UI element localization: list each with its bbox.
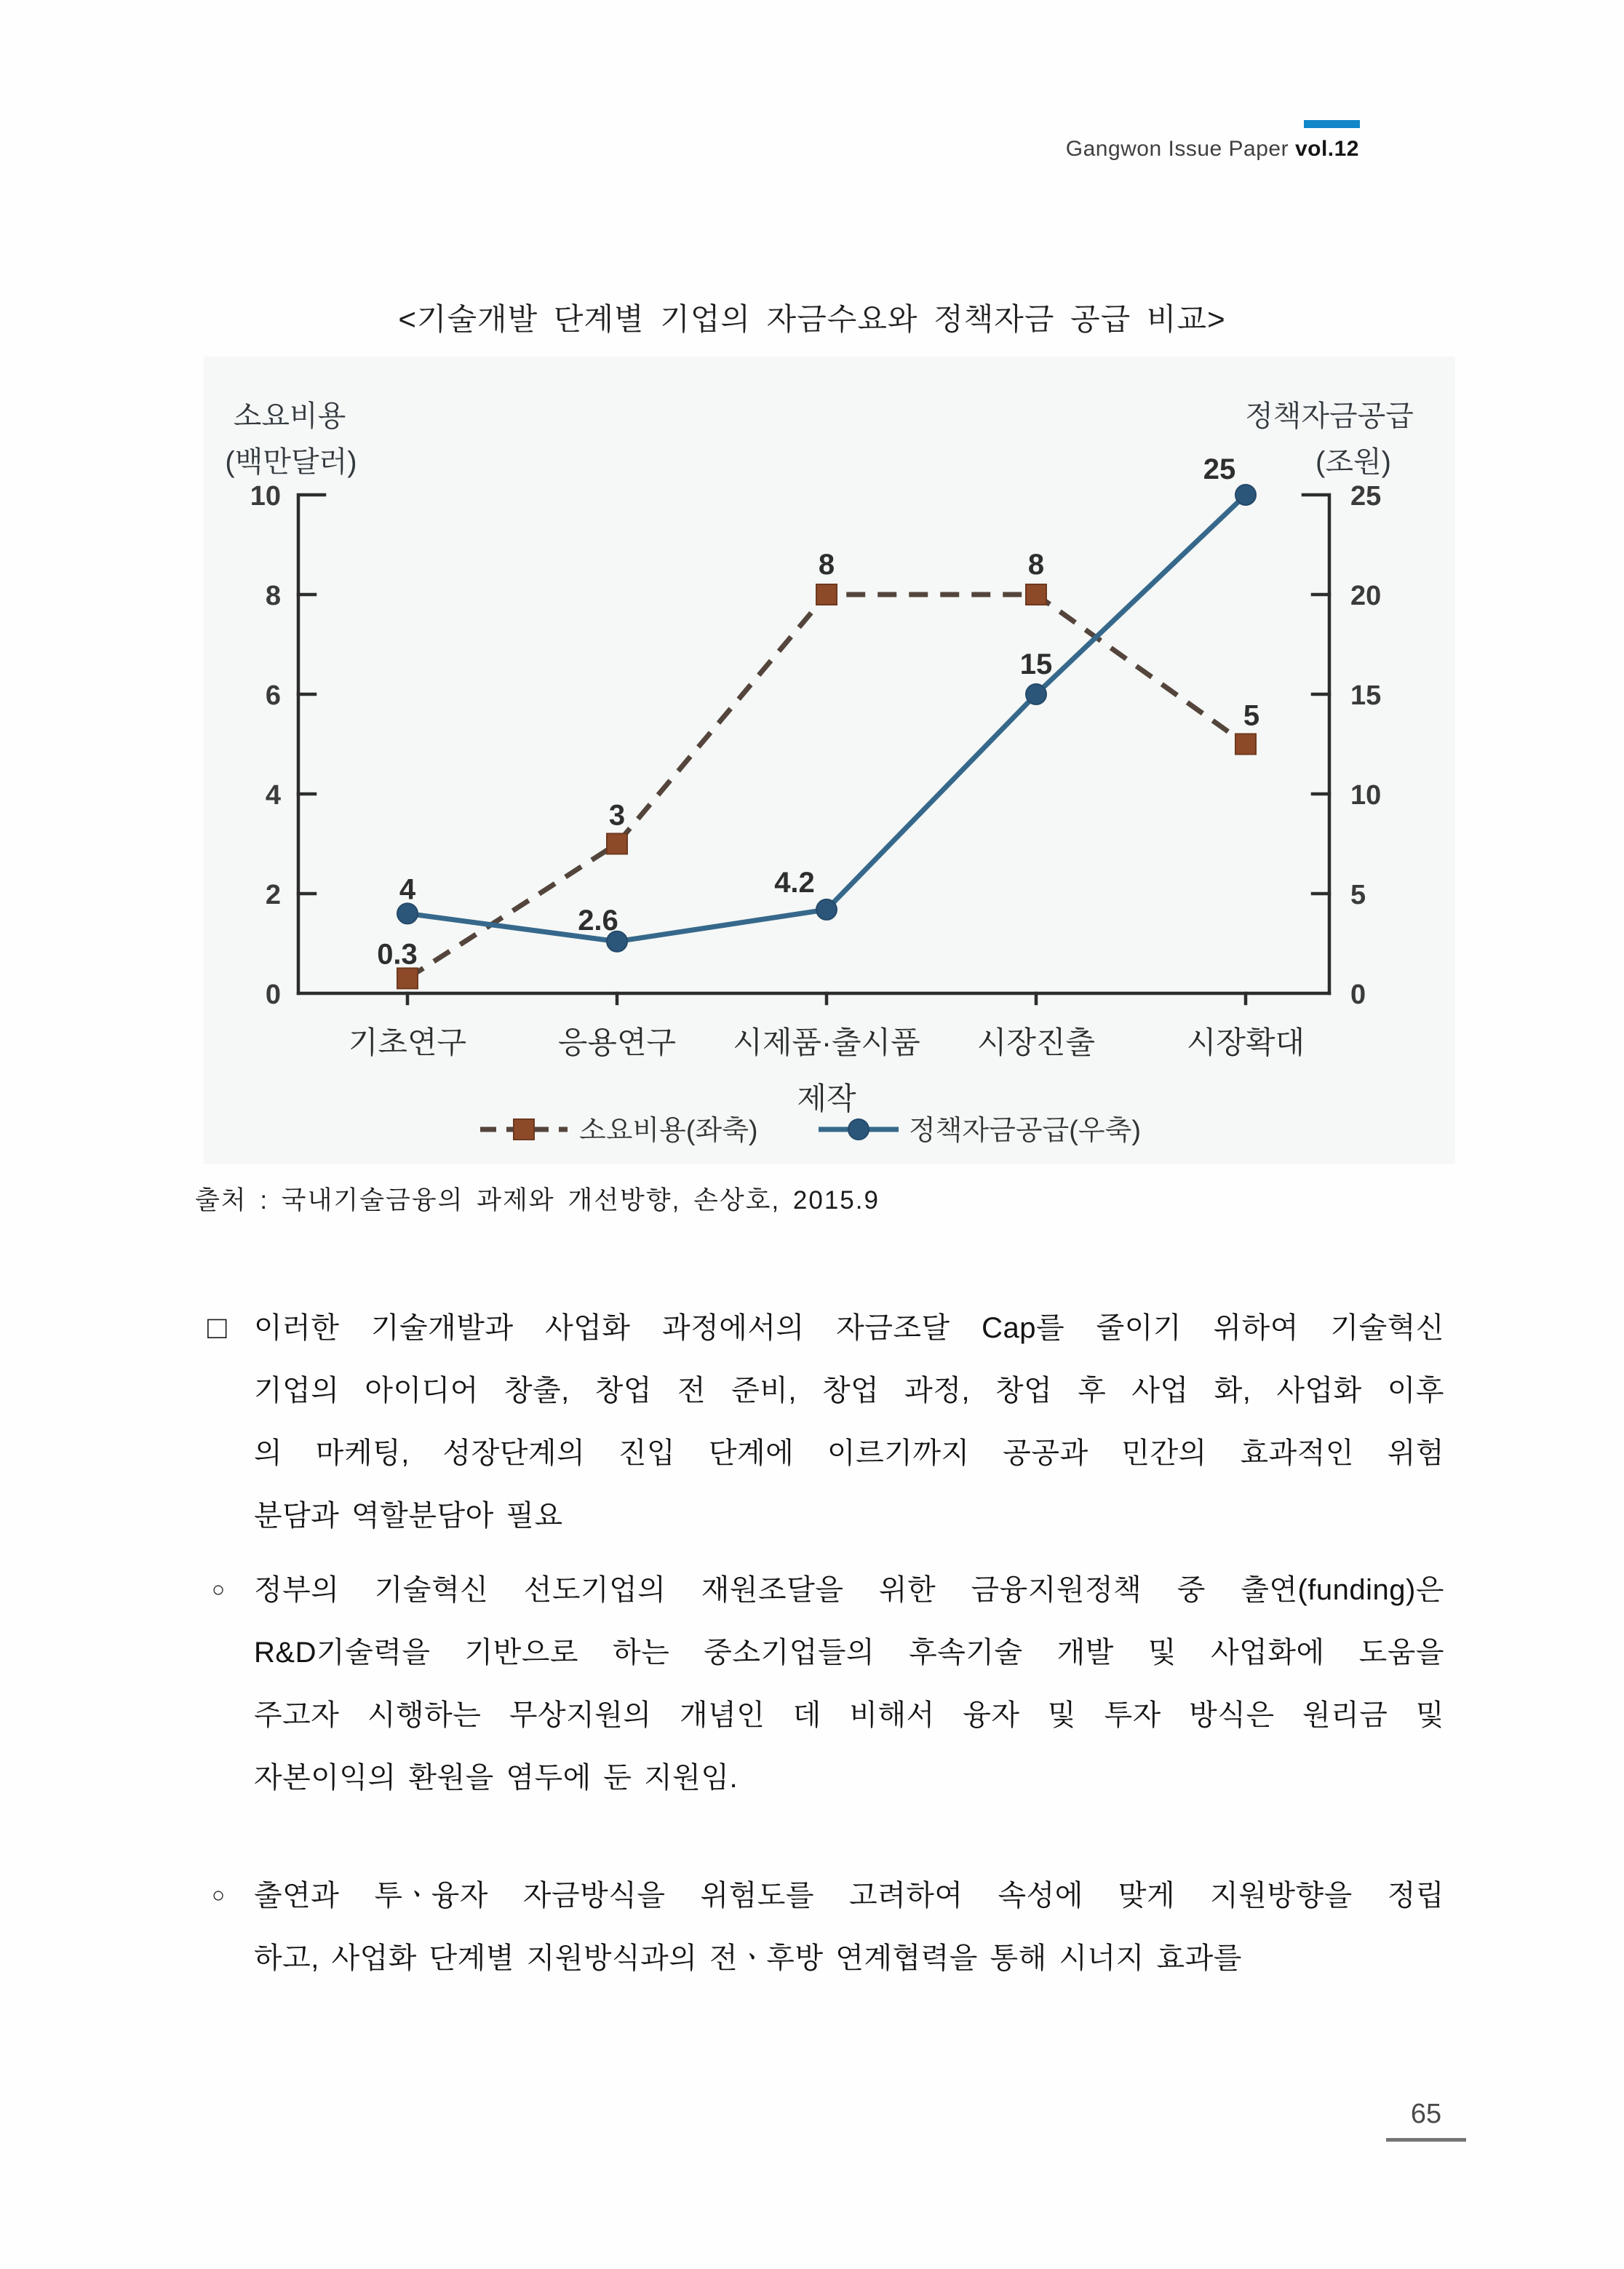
data-label: 3 xyxy=(608,799,626,832)
data-label: 8 xyxy=(818,549,835,581)
right-tick-label: 5 xyxy=(1350,880,1366,910)
left-tick-label: 0 xyxy=(265,979,281,1010)
figure-source: 출처 : 국내기술금융의 과제와 개선방향, 손상호, 2015.9 xyxy=(195,1186,880,1215)
dual-axis-line-chart xyxy=(204,357,1455,1164)
left-tick-label: 10 xyxy=(250,481,281,512)
data-label: 8 xyxy=(1027,549,1045,581)
paragraph-line: 출연과 투ㆍ융자 자금방식을 위험도를 고려하여 속성에 맞게 지원방향을 정립 xyxy=(254,1880,1444,1912)
header-volume: vol.12 xyxy=(1294,137,1359,161)
left-tick-label: 2 xyxy=(265,880,281,910)
paragraph xyxy=(207,1559,1444,1809)
chart xyxy=(204,357,1455,1164)
marker-square xyxy=(397,968,418,988)
data-label: 25 xyxy=(1203,453,1236,485)
x-tick-label: 시제품·출시품 xyxy=(733,1025,920,1060)
paragraph-line: 분담과 역할분담아 필요 xyxy=(254,1500,563,1532)
legend-label-supply: 정책자금공급(우축) xyxy=(909,1116,1141,1146)
body-text xyxy=(207,1297,1444,2001)
marker-square xyxy=(1235,734,1256,755)
marker-circle xyxy=(1235,485,1256,505)
data-label: 15 xyxy=(1019,648,1053,680)
legend-label-demand: 소요비용(좌축) xyxy=(579,1116,758,1146)
paragraph-line: 주고자 시행하는 무상지원의 개념인 데 비해서 융자 및 투자 방식은 원리금 및 xyxy=(254,1699,1444,1731)
data-label: 4 xyxy=(399,873,416,906)
header-brand: Gangwon Issue Paper xyxy=(1065,137,1289,161)
legend-circle-marker xyxy=(848,1119,869,1140)
header-accent-bar xyxy=(1304,120,1360,128)
data-label: 0.3 xyxy=(377,938,418,971)
right-tick-label: 15 xyxy=(1350,680,1382,711)
circle-bullet: ○ xyxy=(212,1883,226,1907)
marker-circle xyxy=(397,903,418,923)
paragraph-line: 자본이익의 환원을 염두에 둔 지원임. xyxy=(254,1762,739,1794)
right-tick-label: 10 xyxy=(1350,780,1382,811)
data-label: 2.6 xyxy=(578,904,618,937)
marker-circle xyxy=(816,899,837,920)
right-axis-unit: (조원) xyxy=(1315,446,1391,478)
page-header xyxy=(1066,137,1359,162)
x-tick-label: 시장진출 xyxy=(976,1025,1096,1060)
x-tick-label-line2: 제작 xyxy=(797,1081,856,1116)
marker-square xyxy=(816,584,837,605)
left-tick-label: 4 xyxy=(265,780,281,811)
square-bullet: □ xyxy=(207,1310,227,1346)
left-tick-label: 6 xyxy=(265,680,281,711)
x-tick-label: 시장확대 xyxy=(1186,1025,1305,1060)
paragraph-line: 정부의 기술혁신 선도기업의 재원조달을 위한 금융지원정책 중 출연(funding)은 xyxy=(254,1574,1444,1606)
marker-circle xyxy=(1026,684,1046,704)
footer-rule xyxy=(1386,2138,1466,2142)
right-tick-label: 0 xyxy=(1350,979,1366,1010)
paragraph-line: R&D기술력을 기반으로 하는 중소기업들의 후속기술 개발 및 사업화에 도움을 xyxy=(254,1637,1444,1669)
right-tick-label: 20 xyxy=(1350,581,1382,611)
marker-square xyxy=(1026,584,1046,605)
paragraph-line: 하고, 사업화 단계별 지원방식과의 전ㆍ후방 연계협력을 통해 시너지 효과를 xyxy=(254,1942,1242,1974)
data-label: 5 xyxy=(1243,699,1260,732)
right-tick-label: 25 xyxy=(1350,481,1382,512)
paragraph xyxy=(207,1297,1444,1547)
data-label: 4.2 xyxy=(774,866,815,899)
right-axis-title: 정책자금공급 xyxy=(1245,400,1414,432)
paragraph-line: 기업의 아이디어 창출, 창업 전 준비, 창업 과정, 창업 후 사업 화, 사업화 이후 xyxy=(254,1375,1444,1407)
x-tick-label: 응용연구 xyxy=(557,1025,677,1060)
left-tick-label: 8 xyxy=(265,581,281,611)
paragraph-line: 의 마케팅, 성장단계의 진입 단계에 이르기까지 공공과 민간의 효과적인 위험 xyxy=(254,1437,1444,1469)
left-axis-title: 소요비용 xyxy=(233,400,346,432)
page-number: 65 xyxy=(1410,2099,1442,2129)
circle-bullet: ○ xyxy=(212,1578,226,1602)
legend-square-marker xyxy=(514,1119,534,1140)
marker-square xyxy=(607,834,627,854)
paragraph xyxy=(207,1864,1444,1990)
x-tick-label: 기초연구 xyxy=(348,1025,467,1060)
figure-title: <기술개발 단계별 기업의 자금수요와 정책자금 공급 비교> xyxy=(398,302,1226,336)
left-axis-unit: (백만달러) xyxy=(225,446,357,478)
paragraph-line: 이러한 기술개발과 사업화 과정에서의 자금조달 Cap를 줄이기 위하여 기술혁신 xyxy=(254,1312,1444,1344)
